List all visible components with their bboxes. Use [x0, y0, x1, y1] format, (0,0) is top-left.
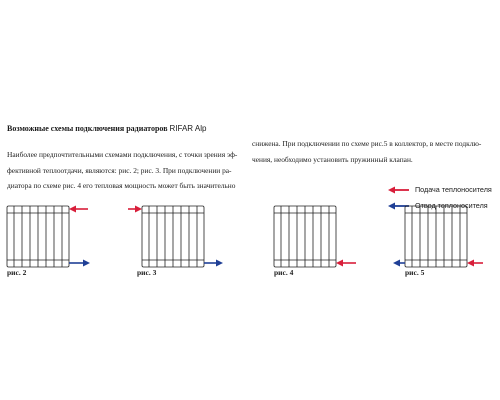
- text-line: Наиболее предпочтительными схемами подключения, с точки зрения эф-: [7, 150, 238, 159]
- page-title: [7, 124, 206, 133]
- supply-arrow-icon: [467, 260, 483, 267]
- return-arrow-icon: [393, 260, 405, 267]
- text-line: снижена. При подключении по схеме рис.5 в коллектор, в месте подклю-: [252, 139, 482, 148]
- supply-arrow-icon: [128, 206, 142, 213]
- supply-arrow-icon: [69, 206, 88, 213]
- title-brand: RIFAR Alp: [169, 124, 207, 133]
- radiator-icon: [405, 206, 467, 267]
- supply-arrow-icon: [388, 186, 410, 194]
- radiator-icon: [142, 206, 204, 267]
- figure-label: рис. 4: [274, 268, 294, 277]
- return-arrow-icon: [204, 260, 223, 267]
- text-line: диатора по схеме рис. 4 его тепловая мощность может быть значительно: [7, 181, 236, 190]
- figure-label: рис. 2: [7, 268, 27, 277]
- figure-label: рис. 5: [405, 268, 425, 277]
- return-arrow-icon: [69, 260, 90, 267]
- legend-supply: [388, 185, 492, 194]
- text-line: чения, необходимо установить пружинный клапан.: [252, 154, 413, 164]
- figure-label: рис. 3: [137, 268, 157, 277]
- text-line: фективной теплоотдачи, являются: рис. 2; рис. 3. При подключении ра-: [7, 165, 232, 175]
- title-main: Возможные схемы подключения радиаторов: [7, 124, 168, 133]
- radiator-icon: [274, 206, 336, 267]
- paragraph-left: [7, 147, 237, 194]
- radiator-icon: [7, 206, 69, 267]
- paragraph-right: [252, 136, 481, 167]
- legend-return-label: Отвод теплоносителя: [415, 201, 488, 210]
- legend-supply-label: Подача теплоносителя: [415, 185, 492, 194]
